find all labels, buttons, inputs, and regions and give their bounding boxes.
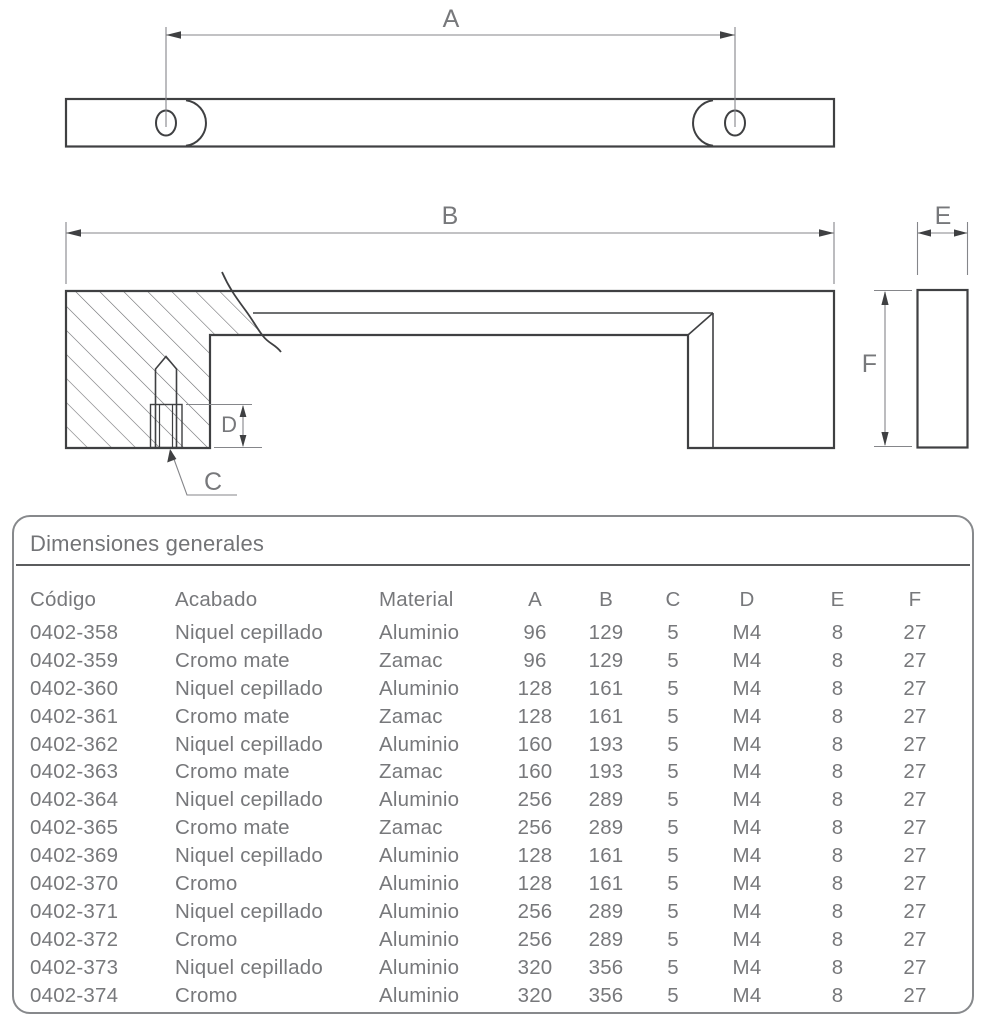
table-cell: Zamac bbox=[379, 648, 443, 672]
dim-b-arrow-left bbox=[66, 229, 81, 237]
table-cell: 161 bbox=[588, 844, 624, 868]
table-header-row bbox=[30, 587, 964, 613]
table-cell: 129 bbox=[588, 621, 624, 644]
dimension-a bbox=[166, 5, 735, 127]
table-cell: 0402-362 bbox=[30, 732, 119, 756]
table-cell: Cromo bbox=[175, 983, 238, 1007]
table-row bbox=[30, 619, 964, 647]
dim-f-arrow-up bbox=[881, 291, 888, 305]
table-cell: 27 bbox=[903, 704, 927, 728]
table-cell: 27 bbox=[903, 927, 927, 951]
table-cell: 27 bbox=[903, 899, 927, 923]
table-cell: 5 bbox=[667, 816, 679, 840]
table-cell: 160 bbox=[517, 732, 553, 756]
table-cell: 256 bbox=[517, 927, 553, 951]
table-cell: 128 bbox=[517, 704, 553, 728]
table-cell: M4 bbox=[732, 899, 762, 923]
table-cell: Cromo bbox=[175, 872, 238, 896]
table-cell: 161 bbox=[588, 872, 624, 896]
table-row bbox=[30, 786, 964, 814]
table-cell: 289 bbox=[588, 899, 624, 923]
table-cell: 256 bbox=[517, 816, 553, 840]
table-row bbox=[30, 703, 964, 731]
table-cell: 8 bbox=[831, 704, 844, 728]
table-cell: M4 bbox=[732, 732, 762, 756]
right-pocket-arc bbox=[693, 100, 713, 146]
table-cell: Niquel cepillado bbox=[175, 621, 323, 644]
dim-f-arrow-down bbox=[881, 432, 888, 446]
table-cell: M4 bbox=[732, 648, 762, 672]
table-cell: Niquel cepillado bbox=[175, 788, 323, 812]
column-header-codigo: Código bbox=[30, 588, 97, 611]
table-cell: M4 bbox=[732, 844, 762, 868]
table-cell: 8 bbox=[831, 955, 844, 979]
table-cell: 289 bbox=[588, 927, 624, 951]
dim-e-arrow-right bbox=[954, 229, 968, 236]
handle-end-view-outline bbox=[918, 290, 968, 448]
table-cell: 5 bbox=[667, 872, 679, 896]
table-cell: 27 bbox=[903, 955, 927, 979]
table-cell: 0402-369 bbox=[30, 844, 119, 868]
handle-end-view bbox=[918, 290, 968, 448]
table-cell: 27 bbox=[903, 872, 927, 896]
handle-side-view bbox=[66, 272, 834, 448]
table-cell: 8 bbox=[831, 844, 844, 868]
table-cell: Aluminio bbox=[379, 788, 460, 812]
table-row bbox=[30, 870, 964, 898]
column-header-material: Material bbox=[379, 588, 454, 611]
table-row bbox=[30, 814, 964, 842]
table-cell: 5 bbox=[667, 788, 679, 812]
handle-top-view-outline bbox=[66, 99, 834, 147]
table-cell: Niquel cepillado bbox=[175, 676, 323, 700]
table-cell: 256 bbox=[517, 788, 553, 812]
table-cell: 8 bbox=[831, 621, 844, 644]
panel-title: Dimensiones generales bbox=[30, 531, 265, 556]
table-cell: 0402-371 bbox=[30, 899, 119, 923]
table-cell: Niquel cepillado bbox=[175, 732, 323, 756]
table-cell: 8 bbox=[831, 927, 844, 951]
column-header-acabado: Acabado bbox=[175, 588, 258, 611]
table-cell: 27 bbox=[903, 983, 927, 1007]
table-cell: 0402-361 bbox=[30, 704, 119, 728]
table-cell: Aluminio bbox=[379, 844, 460, 868]
table-cell: 5 bbox=[667, 955, 679, 979]
table-cell: 8 bbox=[831, 816, 844, 840]
leader-c bbox=[167, 449, 237, 496]
table-cell: 5 bbox=[667, 648, 679, 672]
table-cell: 5 bbox=[667, 676, 679, 700]
table-cell: 8 bbox=[831, 732, 844, 756]
table-cell: 289 bbox=[588, 788, 624, 812]
table-cell: 5 bbox=[667, 704, 679, 728]
table-cell: 27 bbox=[903, 844, 927, 868]
table-cell: M4 bbox=[732, 927, 762, 951]
table-cell: 161 bbox=[588, 676, 624, 700]
dim-b-arrow-right bbox=[819, 229, 834, 237]
table-cell: 8 bbox=[831, 676, 844, 700]
dim-b-label: B bbox=[441, 202, 459, 230]
table-header bbox=[30, 587, 964, 613]
table-cell: Aluminio bbox=[379, 927, 460, 951]
table-cell: 0402-374 bbox=[30, 983, 119, 1007]
table-cell: Aluminio bbox=[379, 955, 460, 979]
table-cell: M4 bbox=[732, 760, 762, 784]
table-cell: M4 bbox=[732, 704, 762, 728]
table-cell: 256 bbox=[517, 899, 553, 923]
table-cell: 96 bbox=[523, 621, 547, 644]
table-cell: Aluminio bbox=[379, 732, 460, 756]
table-cell: M4 bbox=[732, 872, 762, 896]
table-cell: 0402-358 bbox=[30, 621, 119, 644]
table-cell: Aluminio bbox=[379, 621, 460, 644]
table-cell: 356 bbox=[588, 983, 624, 1007]
table-row bbox=[30, 647, 964, 675]
table-cell: 5 bbox=[667, 844, 679, 868]
dim-e-label: E bbox=[934, 202, 952, 230]
inner-chamfer-line bbox=[688, 313, 713, 335]
table-row bbox=[30, 954, 964, 982]
table-row bbox=[30, 675, 964, 703]
table-body bbox=[30, 619, 964, 1009]
table-cell: Cromo bbox=[175, 927, 238, 951]
table-cell: M4 bbox=[732, 676, 762, 700]
table-cell: 8 bbox=[831, 788, 844, 812]
table-cell: 129 bbox=[588, 648, 624, 672]
table-cell: 289 bbox=[588, 816, 624, 840]
table-cell: 193 bbox=[588, 732, 624, 756]
table-cell: 5 bbox=[667, 621, 679, 644]
left-pocket-arc bbox=[186, 100, 206, 146]
title-divider bbox=[16, 564, 970, 566]
dim-d-label: D bbox=[221, 412, 237, 437]
table-cell: Niquel cepillado bbox=[175, 844, 323, 868]
table-cell: 193 bbox=[588, 760, 624, 784]
table-cell: 8 bbox=[831, 760, 844, 784]
table-cell: 0402-365 bbox=[30, 816, 119, 840]
handle-top-view bbox=[66, 99, 834, 147]
table-cell: Aluminio bbox=[379, 899, 460, 923]
table-cell: 0402-364 bbox=[30, 788, 119, 812]
dim-e-arrow-left bbox=[918, 229, 932, 236]
table-cell: 27 bbox=[903, 648, 927, 672]
table-cell: 0402-359 bbox=[30, 648, 119, 672]
dim-a-arrow-left bbox=[166, 31, 181, 39]
dim-f-label: F bbox=[861, 350, 877, 378]
table-cell: Cromo mate bbox=[175, 648, 290, 672]
table-cell: Aluminio bbox=[379, 872, 460, 896]
table-cell: 161 bbox=[588, 704, 624, 728]
table-cell: 0402-372 bbox=[30, 927, 119, 951]
table-cell: 320 bbox=[517, 955, 553, 979]
table-cell: 27 bbox=[903, 621, 927, 644]
table-cell: 27 bbox=[903, 760, 927, 784]
table-cell: 27 bbox=[903, 676, 927, 700]
dim-d-arrow-up bbox=[240, 405, 247, 417]
table-cell: M4 bbox=[732, 816, 762, 840]
table-cell: 128 bbox=[517, 872, 553, 896]
table-cell: 27 bbox=[903, 788, 927, 812]
table-cell: 8 bbox=[831, 899, 844, 923]
table-row bbox=[30, 982, 964, 1010]
table-cell: M4 bbox=[732, 955, 762, 979]
table-cell: 5 bbox=[667, 899, 679, 923]
table-cell: Cromo mate bbox=[175, 704, 290, 728]
table-cell: 5 bbox=[667, 983, 679, 1007]
table-cell: Aluminio bbox=[379, 676, 460, 700]
dimension-f bbox=[862, 291, 912, 447]
column-header-a: A bbox=[528, 588, 542, 611]
table-cell: 128 bbox=[517, 676, 553, 700]
column-header-e: E bbox=[830, 588, 845, 611]
dim-a-label: A bbox=[442, 5, 460, 33]
dimension-b bbox=[66, 202, 834, 284]
table-cell: 0402-370 bbox=[30, 872, 119, 896]
table-cell: Cromo mate bbox=[175, 760, 290, 784]
table-cell: Cromo mate bbox=[175, 816, 290, 840]
table-cell: 0402-360 bbox=[30, 676, 119, 700]
table-cell: 356 bbox=[588, 955, 624, 979]
dim-d-arrow-down bbox=[240, 435, 247, 447]
table-row bbox=[30, 842, 964, 870]
table-cell: 5 bbox=[667, 732, 679, 756]
table-cell: 0402-363 bbox=[30, 760, 119, 784]
dim-c-label: C bbox=[203, 468, 223, 496]
table-cell: M4 bbox=[732, 788, 762, 812]
table-row bbox=[30, 758, 964, 786]
table-cell: Niquel cepillado bbox=[175, 899, 323, 923]
table-row bbox=[30, 898, 964, 926]
table-cell: 5 bbox=[667, 927, 679, 951]
table-cell: 8 bbox=[831, 872, 844, 896]
table-cell: 128 bbox=[517, 844, 553, 868]
table-cell: 5 bbox=[667, 760, 679, 784]
table-cell: 27 bbox=[903, 732, 927, 756]
table-cell: Aluminio bbox=[379, 983, 460, 1007]
dim-a-arrow-right bbox=[720, 31, 735, 39]
table-cell: Zamac bbox=[379, 760, 443, 784]
column-header-d: D bbox=[739, 588, 755, 611]
table-row bbox=[30, 731, 964, 759]
table-cell: 8 bbox=[831, 648, 844, 672]
table-cell: 160 bbox=[517, 760, 553, 784]
table-cell: Niquel cepillado bbox=[175, 955, 323, 979]
column-header-b: B bbox=[599, 588, 613, 611]
table-cell: Zamac bbox=[379, 816, 443, 840]
table-cell: 27 bbox=[903, 816, 927, 840]
table-row bbox=[30, 926, 964, 954]
dimension-e bbox=[918, 202, 968, 275]
table-cell: Zamac bbox=[379, 704, 443, 728]
table-cell: M4 bbox=[732, 983, 762, 1007]
column-header-f: F bbox=[908, 588, 922, 611]
table-cell: 8 bbox=[831, 983, 844, 1007]
dimensions-panel bbox=[12, 515, 974, 1014]
column-header-c: C bbox=[665, 588, 681, 611]
table-cell: M4 bbox=[732, 621, 762, 644]
table-cell: 96 bbox=[523, 648, 547, 672]
table-cell: 0402-373 bbox=[30, 955, 119, 979]
table-cell: 320 bbox=[517, 983, 553, 1007]
